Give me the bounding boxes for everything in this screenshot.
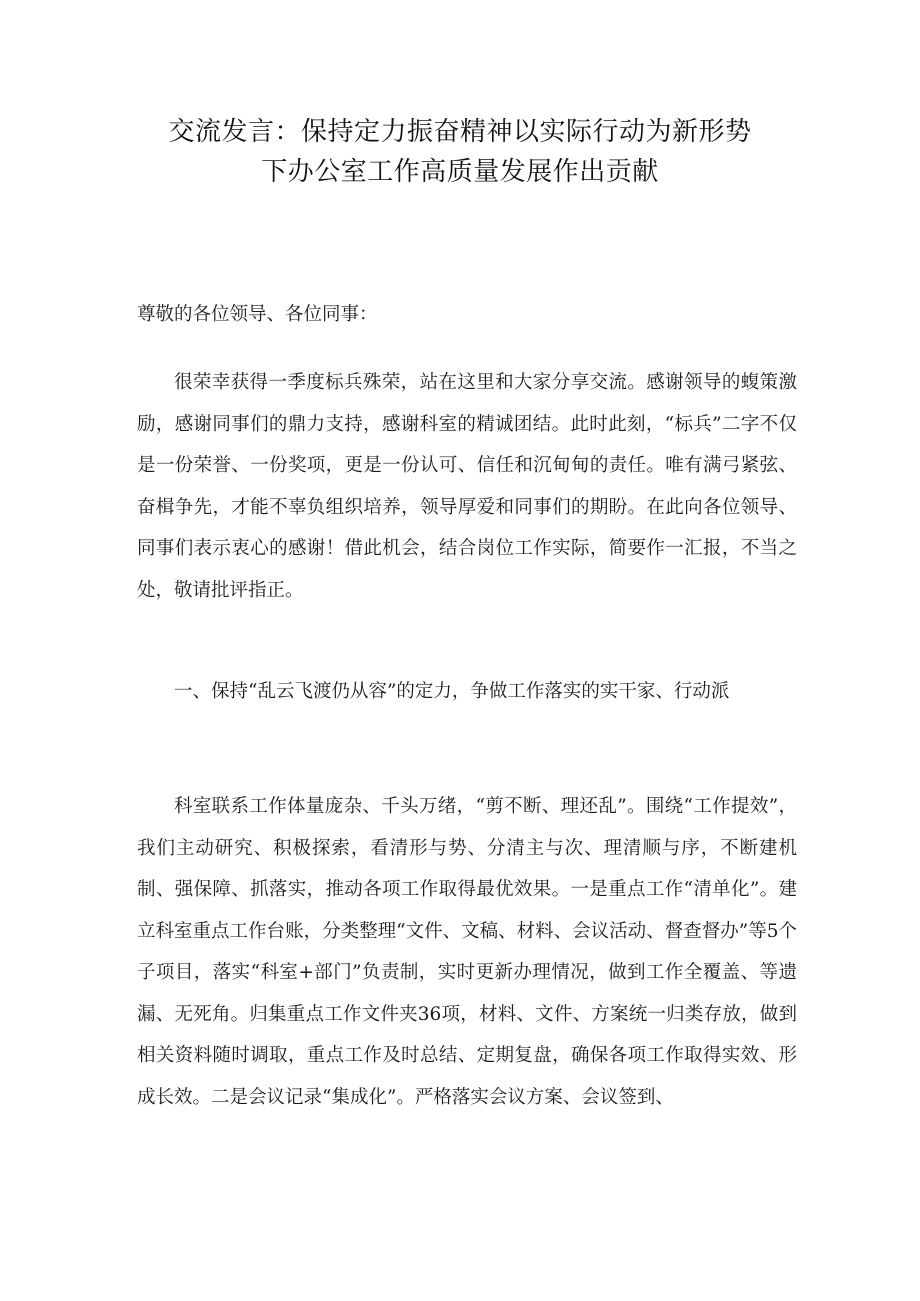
section-heading-1: 一、保持“乱云飞渡仍从容”的定力，争做工作落实的实干家、行动派 — [174, 681, 730, 702]
title-line-2: 下办公室工作高质量发展作出贡献 — [261, 157, 659, 187]
paragraph-section-1: 科室联系工作体量庞杂、千头万绪，“剪不断、理还乱”。围绕“工作提效”，我们主动研究、积极探索，看清形与势、分清主与次、理清顺与序，不断建机制、强保障、抓落实，推动各项工作取得最优效果。一是重点工作“清单化”。建立科室重点工作台账，分类整理“文件、文稿、材料、会议活动、督查督办”等5个子项目，落实“科室+部门”负责制，实时更新办理情况，做到工作全覆盖、等遗漏、无死角。归集重点工作文件夹36项，材料、文件、方案统一归类存放，做到相关资料随时调取，重点工作及时总结、定期复盘，确保各项工作取得实效、形成长效。二是会议记录“集成化”。严格落实会议方案、会议签到、 — [137, 796, 797, 1108]
title-line-1: 交流发言：保持定力振奋精神以实际行动为新形势 — [168, 117, 752, 147]
document-title — [120, 112, 800, 192]
salutation: 尊敬的各位领导、各位同事： — [137, 304, 378, 325]
paragraph-intro: 很荣幸获得一季度标兵殊荣，站在这里和大家分享交流。感谢领导的蝮策激励，感谢同事们的鼎力支持，感谢科室的精诚团结。此时此刻，“标兵”二字不仅是一份荣誉、一份奖项，更是一份认可、信任和沉甸甸的责任。唯有满弓紧弦、奋楫争先，才能不辜负组织培养，领导厚爱和同事们的期盼。在此向各位领导、同事们表示衷心的感谢！借此机会，结合岗位工作实际，简要作一汇报，不当之处，敬请批评指正。 — [137, 372, 797, 601]
